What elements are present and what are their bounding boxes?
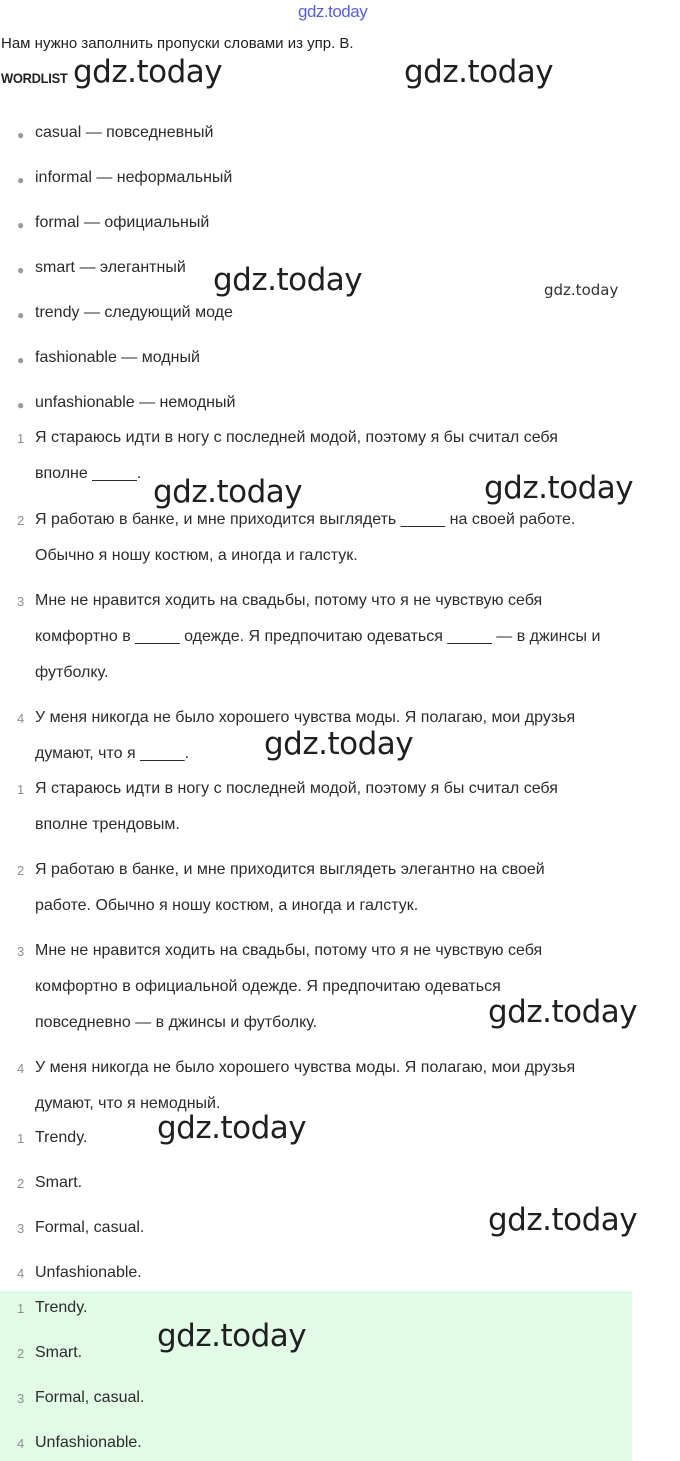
translation-line: Я стараюсь идти в ногу с последней модой, поэтому я бы считал себя (35, 780, 558, 797)
answer-item: Formal, casual. (35, 1389, 145, 1406)
watermark: gdz.today (484, 470, 634, 506)
item-number: 4 (17, 1061, 25, 1076)
top-watermark: gdz.today (298, 2, 368, 21)
wordlist-item: informal — неформальный (35, 169, 233, 186)
wordlist-item: fashionable — модный (35, 349, 200, 366)
translation-line: повседневно — в джинсы и футболку. (35, 1014, 318, 1031)
watermark: gdz.today (488, 994, 638, 1030)
exercise-line: У меня никогда не было хорошего чувства моды. Я полагаю, мои друзья (35, 709, 576, 726)
item-number: 3 (17, 594, 25, 609)
translation-line: вполне трендовым. (35, 816, 180, 833)
item-number: 3 (17, 1391, 25, 1406)
item-number: 4 (17, 1266, 25, 1281)
wordlist-heading: WORDLIST (1, 70, 68, 86)
bullet-icon: ● (17, 263, 25, 277)
item-number: 1 (17, 1301, 25, 1316)
wordlist-item: formal — официальный (35, 214, 210, 231)
translation-line: У меня никогда не было хорошего чувства моды. Я полагаю, мои друзья (35, 1059, 576, 1076)
bullet-icon: ● (17, 353, 25, 367)
bullet-icon: ● (17, 218, 25, 232)
answer-item: Unfashionable. (35, 1264, 142, 1281)
translation-line: комфортно в официальной одежде. Я предпочитаю одеваться (35, 978, 501, 995)
item-number: 2 (17, 863, 25, 878)
translation-line: думают, что я немодный. (35, 1095, 221, 1112)
answer-item: Smart. (35, 1344, 83, 1361)
item-number: 1 (17, 431, 25, 446)
intro-text: Нам нужно заполнить пропуски словами из упр. В. (1, 35, 354, 52)
watermark: gdz.today (488, 1202, 638, 1238)
answer-item: Trendy. (35, 1129, 88, 1146)
wordlist-item: unfashionable — немодный (35, 394, 236, 411)
answer-item: Smart. (35, 1174, 83, 1191)
translation-line: работе. Обычно я ношу костюм, а иногда и галстук. (35, 897, 419, 914)
exercise-line: комфортно в _____ одежде. Я предпочитаю одеваться _____ — в джинсы и (35, 628, 601, 645)
item-number: 2 (17, 513, 25, 528)
translation-item (35, 1050, 675, 1122)
wordlist-item: trendy — следующий моде (35, 304, 233, 321)
watermark: gdz.today (264, 726, 414, 762)
wordlist-item: casual — повседневный (35, 124, 214, 141)
translation-line: Я работаю в банке, и мне приходится выглядеть элегантно на своей (35, 861, 545, 878)
exercise-line: футболку. (35, 664, 109, 681)
bullet-icon: ● (17, 398, 25, 412)
answer-item: Unfashionable. (35, 1434, 142, 1451)
exercise-line: думают, что я _____. (35, 745, 190, 762)
exercise-line: вполне _____. (35, 465, 142, 482)
watermark: gdz.today (157, 1318, 307, 1354)
item-number: 3 (17, 1221, 25, 1236)
exercise-item (35, 502, 675, 574)
exercise-line: Обычно я ношу костюм, а иногда и галстук. (35, 547, 358, 564)
exercise-item (35, 583, 675, 691)
watermark: gdz.today (73, 54, 223, 90)
translation-item (35, 852, 675, 924)
wordlist-item: smart — элегантный (35, 259, 186, 276)
item-number: 3 (17, 944, 25, 959)
watermark: gdz.today (213, 262, 363, 298)
exercise-line: Я работаю в банке, и мне приходится выглядеть _____ на своей работе. (35, 511, 576, 528)
watermark: gdz.today (153, 474, 303, 510)
bullet-icon: ● (17, 173, 25, 187)
answer-item: Trendy. (35, 1299, 88, 1316)
item-number: 2 (17, 1346, 25, 1361)
item-number: 4 (17, 711, 25, 726)
item-number: 2 (17, 1176, 25, 1191)
watermark: gdz.today (404, 54, 554, 90)
watermark: gdz.today (157, 1110, 307, 1146)
exercise-line: Я стараюсь идти в ногу с последней модой, поэтому я бы считал себя (35, 429, 558, 446)
exercise-line: Мне не нравится ходить на свадьбы, потому что я не чувствую себя (35, 592, 543, 609)
bullet-icon: ● (17, 308, 25, 322)
item-number: 1 (17, 1131, 25, 1146)
watermark: gdz.today (544, 281, 619, 299)
item-number: 1 (17, 782, 25, 797)
translation-line: Мне не нравится ходить на свадьбы, потому что я не чувствую себя (35, 942, 543, 959)
translation-item (35, 771, 675, 843)
bullet-icon: ● (17, 128, 25, 142)
answer-item: Formal, casual. (35, 1219, 145, 1236)
item-number: 4 (17, 1436, 25, 1451)
